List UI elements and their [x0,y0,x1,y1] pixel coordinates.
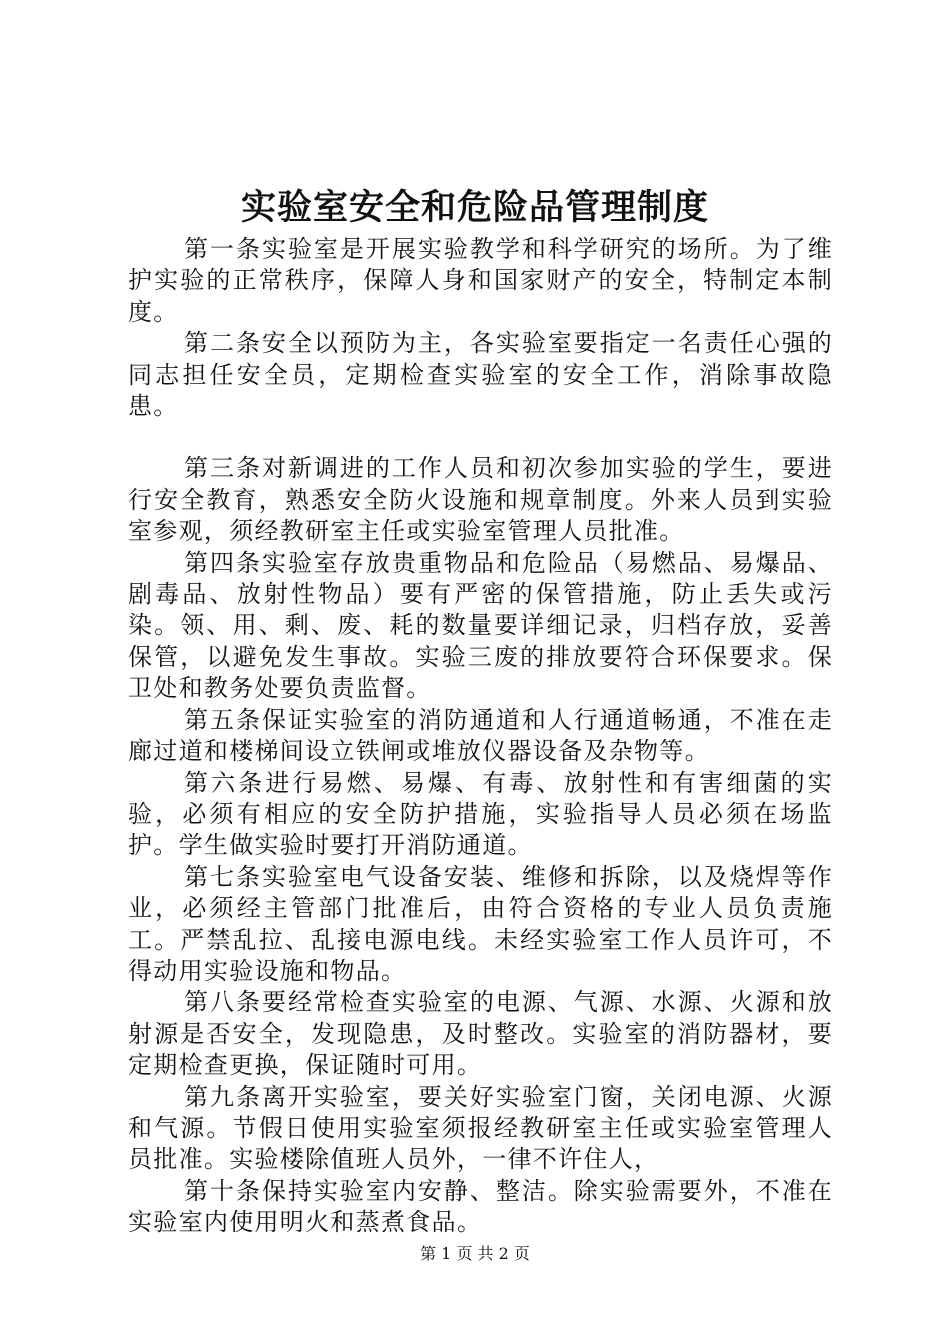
article-8: 第八条要经常检查实验室的电源、气源、水源、火源和放射源是否安全，发现隐患，及时整改。实验室的消防器材，要定期检查更换，保证随时可用。 [128,988,833,1080]
article-7: 第七条实验室电气设备安装、维修和拆除，以及烧焊等作业，必须经主管部门批准后，由符合资格的专业人员负责施工。严禁乱拉、乱接电源电线。未经实验室工作人员许可，不得动用实验设施和物品。 [128,862,833,985]
article-5: 第五条保证实验室的消防通道和人行通道畅通，不准在走廊过道和楼梯间设立铁闸或堆放仪器设备及杂物等。 [128,705,833,766]
article-4: 第四条实验室存放贵重物品和危险品（易燃品、易爆品、剧毒品、放射性物品）要有严密的保管措施，防止丢失或污染。领、用、剩、废、耗的数量要详细记录，归档存放，妥善保管，以避免发生事故。实验三废的排放要符合环保要求。保卫处和教务处要负责监督。 [128,548,833,703]
article-6: 第六条进行易燃、易爆、有毒、放射性和有害细菌的实验，必须有相应的安全防护措施，实验指导人员必须在场监护。学生做实验时要打开消防通道。 [128,768,833,860]
document-body [128,234,833,1239]
article-2: 第二条安全以预防为主，各实验室要指定一名责任心强的同志担任安全员，定期检查实验室的安全工作，消除事故隐患。 [128,329,833,421]
page-number-footer: 第 1 页 共 2 页 [420,1244,530,1263]
article-3: 第三条对新调进的工作人员和初次参加实验的学生，要进行安全教育，熟悉安全防火设施和规章制度。外来人员到实验室参观，须经教研室主任或实验室管理人员批准。 [128,454,833,546]
article-10: 第十条保持实验室内安静、整洁。除实验需要外，不准在实验室内使用明火和蒸煮食品。 [128,1176,833,1237]
article-1: 第一条实验室是开展实验教学和科学研究的场所。为了维护实验的正常秩序，保障人身和国家财产的安全，特制定本制度。 [128,235,833,326]
document-title: 实验室安全和危险品管理制度 [240,187,709,228]
article-9: 第九条离开实验室，要关好实验室门窗，关闭电源、火源和气源。节假日使用实验室须报经教研室主任或实验室管理人员批准。实验楼除值班人员外，一律不许住人， [128,1082,833,1174]
